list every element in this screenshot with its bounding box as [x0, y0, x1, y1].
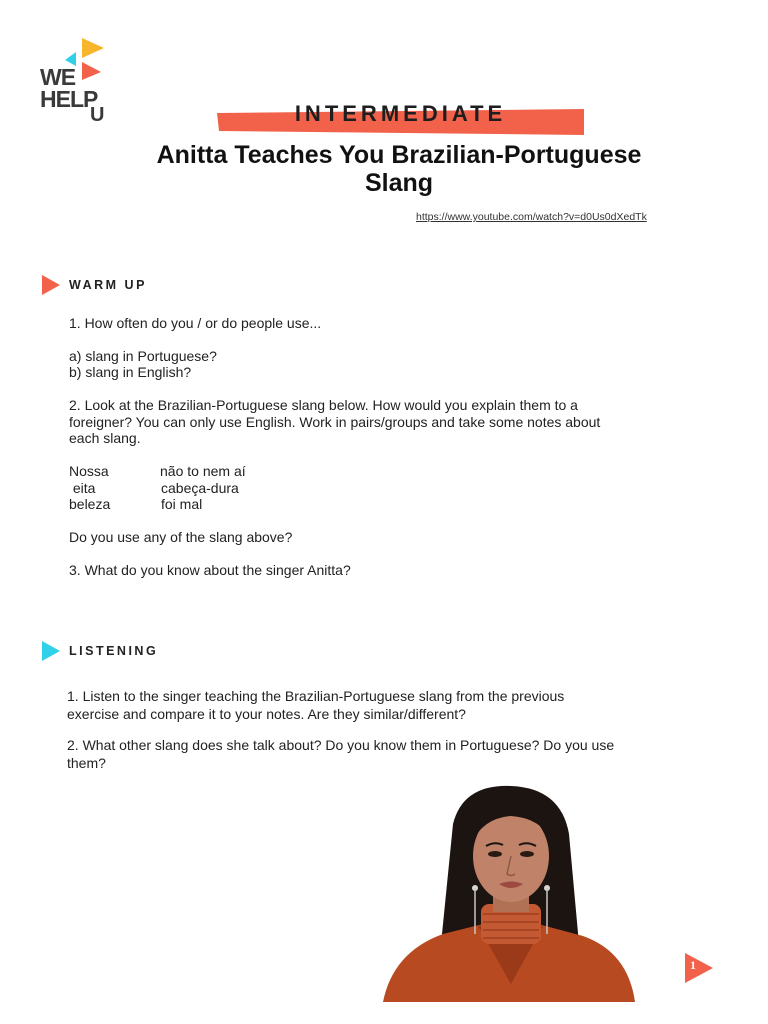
- listening-heading: LISTENING: [69, 644, 159, 658]
- logo-text-we: WE: [40, 64, 76, 90]
- listening-q1: 1. Listen to the singer teaching the Brazilian-Portuguese slang from the previous exercise and compare it to your notes. Are they similar/different?: [67, 688, 565, 722]
- slang-item: Nossa: [69, 463, 109, 479]
- warmup-heading: WARM UP: [69, 278, 147, 292]
- slang-item: não to nem aí: [160, 463, 246, 479]
- warmup-section-header: [42, 274, 147, 296]
- page-number-badge: [683, 953, 715, 983]
- level-label: INTERMEDIATE: [294, 101, 507, 126]
- warmup-q3: 3. What do you know about the singer Anitta?: [69, 562, 351, 578]
- singer-photo: [383, 784, 638, 1002]
- video-link[interactable]: https://www.youtube.com/watch?v=d0Us0dXedTk: [416, 211, 647, 223]
- slang-item: eita: [69, 479, 96, 496]
- listening-q2: 2. What other slang does she talk about? Do you know them in Portuguese? Do you use them?: [67, 737, 615, 771]
- page-title: Anitta Teaches You Brazilian-Portuguese Slang: [156, 141, 642, 197]
- logo-text-u: U: [90, 104, 104, 126]
- slang-list: [69, 463, 369, 523]
- page-number: 1: [690, 958, 696, 972]
- play-arrow-icon: [42, 641, 60, 661]
- warmup-q1b: b) slang in English?: [69, 364, 192, 380]
- play-arrow-icon: [42, 275, 60, 295]
- warmup-q1a: a) slang in Portuguese?: [69, 348, 217, 364]
- warmup-q2: 2. Look at the Brazilian-Portuguese slang below. How would you explain them to a foreigner? You can only use English. Work in pairs/groups and take some notes about each slang.: [69, 397, 601, 446]
- logo-text-help: HELP: [40, 86, 98, 112]
- slang-item: cabeça-dura: [161, 479, 239, 496]
- wehelpu-logo: [40, 36, 120, 128]
- warmup-q-use: Do you use any of the slang above?: [69, 529, 293, 545]
- slang-item: beleza: [69, 496, 111, 512]
- listening-section-header: [42, 640, 158, 662]
- slang-item: foi mal: [161, 496, 203, 512]
- warmup-q1: 1. How often do you / or do people use...: [69, 315, 322, 331]
